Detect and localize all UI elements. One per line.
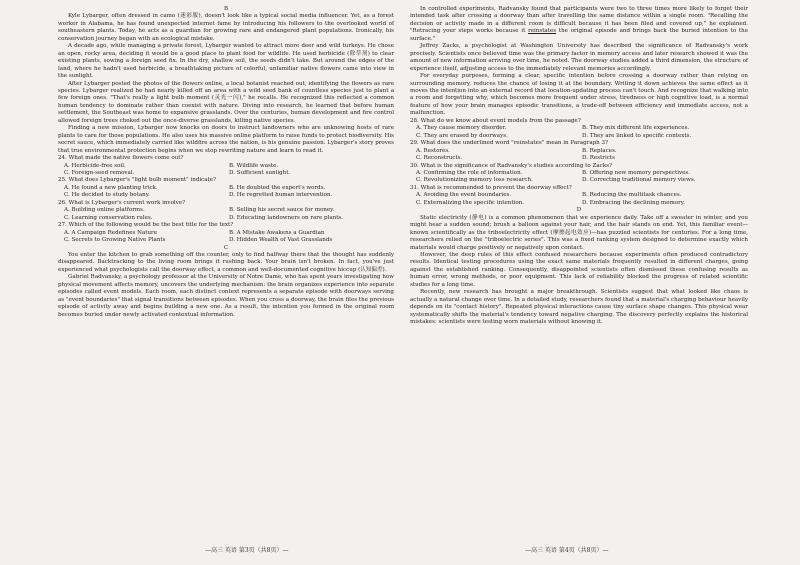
question-26 bbox=[58, 200, 394, 222]
option-c: C. Revolutionizing memory loss research. bbox=[416, 177, 533, 184]
page-footer-right: —高三 英语 第4页（共8页）— bbox=[525, 547, 609, 554]
option-a: A. Confirming the role of information. bbox=[416, 169, 523, 176]
question-30 bbox=[410, 163, 748, 185]
option-d: D. Sufficient sunlight. bbox=[229, 169, 291, 176]
option-a: A. He found a new planting trick. bbox=[64, 184, 158, 191]
option-c: C. Externalizing the specific intention. bbox=[416, 199, 525, 206]
passage-b-paragraph-3: After Lybarger posted the photos of the flowers online, a local botanist reached out, identifying the flowers as rare species. Lybarger realized he had nearly killed off an area with a wild seed bank of countless species just to plant a few foreign ones. "That's really a light bulb moment (灵光一闪)," he recalls. He recognized this reflected a common human tendency to dominate rather than coexist with nature. Diving into research, he learned that before human settlement, the Southeast was home to expansive grasslands. Over the centuries, human development and fire control allowed foreign trees choked out the once-diverse grasslands, killing native species. bbox=[58, 80, 394, 124]
passage-c-paragraph-4: Jeffrey Zacks, a psychologist at Washington University has described the significance of Radvansky's work precisely. Scientists once believed time was the primary factor in memory access and later research showed it was the amount of new information arriving over time, he noted. The doorway studies added a third dimension, the structure of experience itself, adjusting access to the immediately relevant memories accordingly. bbox=[410, 43, 748, 72]
paragraph-text-end: the original episode and brings back the buried intention to the surface." bbox=[410, 28, 749, 42]
passage-c-paragraph-3 bbox=[410, 6, 748, 43]
question-stem: 24. What made the native flowers come out? bbox=[58, 155, 184, 162]
option-d: D. Hidden Wealth of Vast Grasslands bbox=[229, 237, 333, 244]
option-b: B. Selling his secret sauce for money. bbox=[229, 207, 335, 214]
option-b: B. Reducing the multitask chances. bbox=[582, 192, 682, 199]
question-25 bbox=[58, 177, 394, 199]
option-b: B. A Mistake Awakens a Guardian bbox=[229, 229, 325, 236]
option-d: D. Educating landowners on rare plants. bbox=[229, 214, 344, 221]
passage-d-paragraph-1: Static electricity (静电) is a common phenomenon that we experience daily. Take off a sweater in winter, and you might hear a sudden sound; brush a balloon against your hair, and the hair stands on end. Yet, this familiar event—known scientifically as the triboelectricity effect (摩擦起电效应)—has puzzled scientists for centuries. For a long time, researchers relied on the "triboelectric series". This was a fixed ranking system designed to determine exactly which materials would charge positively or negatively upon contact. bbox=[410, 214, 748, 251]
option-b: B. They mix different life experiences. bbox=[582, 125, 690, 132]
section-c-heading: C bbox=[223, 244, 229, 251]
option-c: C. Foreign-seed removal. bbox=[64, 169, 135, 176]
option-a: A. Herbicide-free soil. bbox=[64, 162, 126, 169]
option-c: C. Reconstructs. bbox=[416, 155, 463, 162]
question-stem: 29. What does the underlined word "reinstates" mean in Paragraph 3? bbox=[410, 140, 609, 147]
option-c: C. He decided to study botany. bbox=[64, 192, 150, 199]
underlined-word: reinstates bbox=[528, 28, 557, 35]
question-stem: 27. Which of the following would be the best title for the text? bbox=[58, 222, 234, 229]
option-a: A. Avoiding the event boundaries. bbox=[416, 192, 512, 199]
option-d: D. Embracing the declining memory. bbox=[582, 199, 685, 206]
question-31 bbox=[410, 185, 748, 207]
option-c: C. Learning conservation rules. bbox=[64, 214, 153, 221]
option-d: D. He regretted human intervention. bbox=[229, 192, 333, 199]
section-b-heading: B bbox=[223, 6, 229, 12]
option-c: C. Secrets to Growing Native Plants bbox=[64, 237, 166, 244]
passage-b-paragraph-4: Finding a new mission, Lybarger now knocks on doors to instruct landowners who are unknowing hosts of rare plants to care for those populations. He also uses his massive online platform to raise funds to protect biodiversity. His secret sauce, which immediately carried like wildfire across the nation, is his genuine passion. Lybarger's story proves that true environmental protection begins when we stop rewriting nature and learn to read it. bbox=[58, 125, 394, 154]
question-27 bbox=[58, 222, 394, 244]
question-stem: 30. What is the significance of Radvansky's studies according to Zacks? bbox=[410, 162, 612, 169]
passage-d-paragraph-2: However, the deep rules of this effect confused researchers because experiments often produced contradictory results. Identical testing procedures using the exact same materials frequently resulted in different charges, going against the established ranking. Consequently, disappointed scientists often dismissed these confusing results as human error, wrong methods, or poor equipment. This lack of reliability blocked the progress of related scientific studies for a long time. bbox=[410, 251, 748, 288]
option-a: A. They cause memory disorder. bbox=[416, 125, 507, 132]
question-29 bbox=[410, 140, 748, 162]
option-b: B. Replaces. bbox=[582, 147, 617, 154]
question-24 bbox=[58, 155, 394, 177]
option-b: B. He doubted the expert's words. bbox=[229, 184, 326, 191]
passage-c-paragraph-5: For everyday purposes, forming a clear, specific intention before crossing a doorway rather than relying on surrounding memory, reduces the chance of losing it at the boundary. Writing it down achieves the same effect as it moves the intention into an external record that location-updating process can't touch. And recognize that walking into a room and forgetting why, which becomes more frequent under stress, tiredness or high cognitive load, is a normal feature of how your brain manages episodic transitions, a trade-off between efficiency and immediate access, not a malfunction. bbox=[410, 73, 748, 117]
right-column bbox=[410, 6, 748, 326]
question-stem: 28. What do we know about event models from the passage? bbox=[410, 117, 581, 124]
section-d-heading: D bbox=[576, 207, 582, 214]
paragraph-text: In controlled experiments, Radvansky found that participants were two to three times more likely to forget their intended task after crossing a doorway than after travelling the same distance within a single room. "Recalling the decision or activity made in a different room is difficult because it has been filed and covered up," he explained. "Retracing your steps works because it bbox=[410, 6, 748, 35]
passage-d-paragraph-3: Recently, new research has brought a major breakthrough. Scientists suggest that what looked like chaos is actually a natural change over time. In a detailed study, researchers found that a material's charging behaviour heavily depends on its "contact history". Repeated physical interactions cause tiny surface shape changes. This physical wear systematically shifts the material's tendency toward negative charging. The discovery perfectly explains the historical mistakes: scientists were testing worn materials without knowing it. bbox=[410, 289, 748, 326]
option-a: A. Building online platforms. bbox=[64, 207, 145, 214]
option-c: C. They are erased by doorways. bbox=[416, 132, 508, 139]
question-stem: 25. What does Lybarger's "light bulb moment" indicate? bbox=[58, 177, 217, 184]
option-a: A. A Campaign Redefines Nature bbox=[64, 229, 157, 236]
question-stem: 31. What is recommended to prevent the doorway effect? bbox=[410, 184, 572, 191]
passage-c-paragraph-1: You enter the kitchen to grab something off the counter, only to find halfway there that the thought has suddenly disappeared. Backtracking to the living room brings it rushing back. Your brain isn't broken. In fact, you've just experienced what psychologists call the doorway effect, a common and well-documented cognitive hiccup (认知偏差). bbox=[58, 251, 394, 273]
left-column bbox=[58, 6, 394, 319]
passage-b-paragraph-1: Kyle Lybarger, often dressed in camo (迷彩服), doesn't look like a typical social media influencer. Yet, as a forest worker in Alabama, he has found unexpected internet fame by introducing his followers to the overlooked world of southeastern plants. Today, he acts as a guardian for growing rare and endangered plant populations. Ironically, his conservation journey began with an ecological mistake. bbox=[58, 13, 394, 42]
passage-c-paragraph-2: Gabriel Radvansky, a psychology professor at the University of Notre Dame, who has spent years investigating how physical movement affects memory, uncovers the underlying mechanism: the brain organizes experience into separate episodes called event models. Each room, each distinct context represents a separate episode with doorways serving as "event boundaries" that signal transitions between episodes. When you cross a doorway, the brain files the previous episode of activity away and begins building a new one. As a result, the intention you formed in the original room becomes buried under newly activated contextual information. bbox=[58, 274, 394, 318]
option-b: B. Offering new memory perspectives. bbox=[582, 169, 691, 176]
option-d: D. Correcting traditional memory views. bbox=[582, 177, 696, 184]
passage-b-paragraph-2: A decade ago, while managing a private forest, Lybarger wanted to attract more deer and wild turkeys. He chose an open, rocky area, deciding it would be a good place to plant food for wildlife. He used herbicide (除草剂) to clear existing plants, sowing a foreign seed fix. In the dry, shallow soil, the seeds didn't take. But around the edges of the land, where he hadn't used herbicide, a breathtaking picture of colorful, unfamiliar native flowers came into view in the sunlight. bbox=[58, 43, 394, 80]
option-b: B. Wildlife waste. bbox=[229, 162, 279, 169]
question-28 bbox=[410, 118, 748, 140]
page-footer-left: —高三 英语 第3页（共8页）— bbox=[205, 547, 289, 554]
option-d: D. They are linked to specific contexts. bbox=[582, 132, 692, 139]
option-a: A. Restores. bbox=[416, 147, 450, 154]
option-d: D. Restricts bbox=[582, 155, 615, 162]
question-stem: 26. What is Lybarger's current work involve? bbox=[58, 199, 186, 206]
